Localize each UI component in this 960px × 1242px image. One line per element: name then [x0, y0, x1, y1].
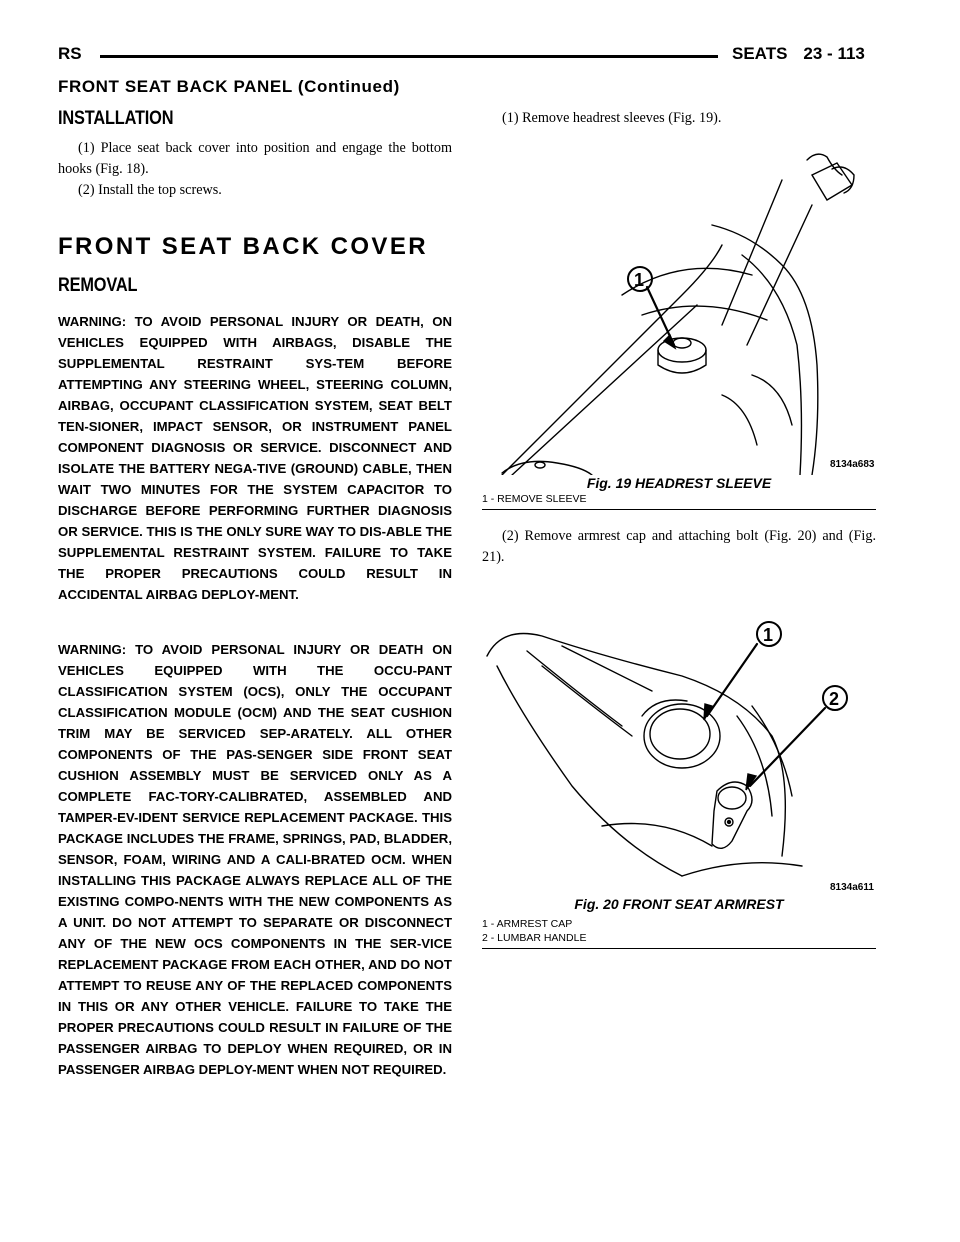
- fig19-callout-1: 1: [634, 270, 645, 290]
- fig19-legend-1: 1 - REMOVE SLEEVE: [482, 493, 587, 505]
- right-column: [482, 108, 876, 949]
- fig19-rule: [482, 509, 876, 510]
- front-seat-armrest-illustration: [482, 596, 876, 896]
- figure-20: [482, 596, 876, 949]
- step-remove-headrest-sleeves: (1) Remove headrest sleeves (Fig. 19).: [502, 110, 722, 126]
- fig19-caption: Fig. 19 HEADREST SLEEVE: [586, 475, 772, 491]
- header-rule: [100, 55, 718, 58]
- fig20-legend-2: 2 - LUMBAR HANDLE: [482, 932, 587, 944]
- step-remove-armrest-cap: (2) Remove armrest cap and attaching bolt (Fig. 20) and (Fig. 21).: [482, 528, 876, 565]
- fig20-rule: [482, 948, 876, 949]
- continued-title: FRONT SEAT BACK PANEL (Continued): [58, 77, 400, 96]
- installation-step-1: (1) Place seat back cover into position and engage the bottom hooks (Fig. 18).: [58, 140, 452, 177]
- installation-step-2: (2) Install the top screws.: [78, 182, 222, 198]
- section-title: FRONT SEAT BACK COVER: [58, 233, 428, 260]
- fig20-callout-1: 1: [763, 625, 774, 645]
- fig20-code: 8134a611: [830, 882, 874, 893]
- installation-heading: INSTALLATION: [58, 108, 174, 129]
- figure-19: [482, 145, 876, 510]
- page-number: 23 - 113: [803, 44, 865, 63]
- warning-2: WARNING: TO AVOID PERSONAL INJURY OR DEATH ON VEHICLES EQUIPPED WITH THE OCCU-PANT CLASSIFICATION SYSTEM (OCS), ONLY THE OCCUPANT CLASSIFICATION MODULE (OCM) AND THE SEAT CUSHION TRIM MAY BE SERVICED SEP-ARATELY. ALL OTHER COMPONENTS OF THE PAS-SENGER SIDE FRONT SEAT CUSHION ASSEMBLY MUST BE SERVICED ONLY AS A COMPLETE FAC-TORY-CALIBRATED, ASSEMBLED AND TAMPER-EV-IDENT SERVICE REPLACEMENT PACKAGE. THIS PACKAGE INCLUDES THE FRAME, SPRINGS, PAD, BLADDER, SENSOR, FOAM, WIRING AND A CALI-BRATED OCM. WHEN INSTALLING THIS PACKAGE ALWAYS REPLACE ALL OF THE EXISTING COMPO-NENTS WITH THE NEW COMPONENTS AS A UNIT. DO NOT ATTEMPT TO SEPARATE OR DISCONNECT ANY OF THE NEW OCS COMPONENTS IN THE SER-VICE REPLACEMENT PACKAGE FROM EACH OTHER, AND DO NOT ATTEMPT TO REUSE ANY OF THE REPLACED COMPONENTS IN THIS OR ANY OTHER VEHICLE. FAILURE TO TAKE THE PROPER PRECAUTIONS COULD RESULT IN FAILURE OF THE PASSENGER AIRBAG TO DEPLOY WHEN REQUIRED, OR IN PASSENGER AIRBAG DEPLOY-MENT WHEN NOT REQUIRED.: [58, 642, 452, 1077]
- fig20-legend-1: 1 - ARMREST CAP: [482, 918, 573, 930]
- fig19-code: 8134a683: [830, 459, 875, 470]
- page-header-code: RS: [58, 44, 82, 63]
- page-header-right: [732, 44, 865, 64]
- warning-1: WARNING: TO AVOID PERSONAL INJURY OR DEATH, ON VEHICLES EQUIPPED WITH AIRBAGS, DISABLE THE SUPPLEMENTAL RESTRAINT SYS-TEM BEFORE ATTEMPTING ANY STEERING WHEEL, STEERING COLUMN, AIRBAG, OCCUPANT CLASSIFICATION SYSTEM, SEAT BELT TEN-SIONER, IMPACT SENSOR, OR INSTRUMENT PANEL COMPONENT DIAGNOSIS OR SERVICE. DISCONNECT AND ISOLATE THE BATTERY NEGA-TIVE (GROUND) CABLE, THEN WAIT TWO MINUTES FOR THE SYSTEM CAPACITOR TO DISCHARGE BEFORE PERFORMING FURTHER DIAGNOSIS OR SERVICE. THIS IS THE ONLY SURE WAY TO DIS-ABLE THE SUPPLEMENTAL RESTRAINT SYSTEM. FAILURE TO TAKE THE PROPER PRECAUTIONS COULD RESULT IN ACCIDENTAL AIRBAG DEPLOY-MENT.: [58, 314, 452, 602]
- removal-heading: REMOVAL: [58, 275, 138, 296]
- left-column: [58, 108, 452, 1080]
- headrest-sleeve-illustration: [482, 145, 876, 475]
- section-name: SEATS: [732, 44, 788, 63]
- fig20-caption: Fig. 20 FRONT SEAT ARMREST: [574, 896, 784, 912]
- fig20-callout-2: 2: [829, 689, 840, 709]
